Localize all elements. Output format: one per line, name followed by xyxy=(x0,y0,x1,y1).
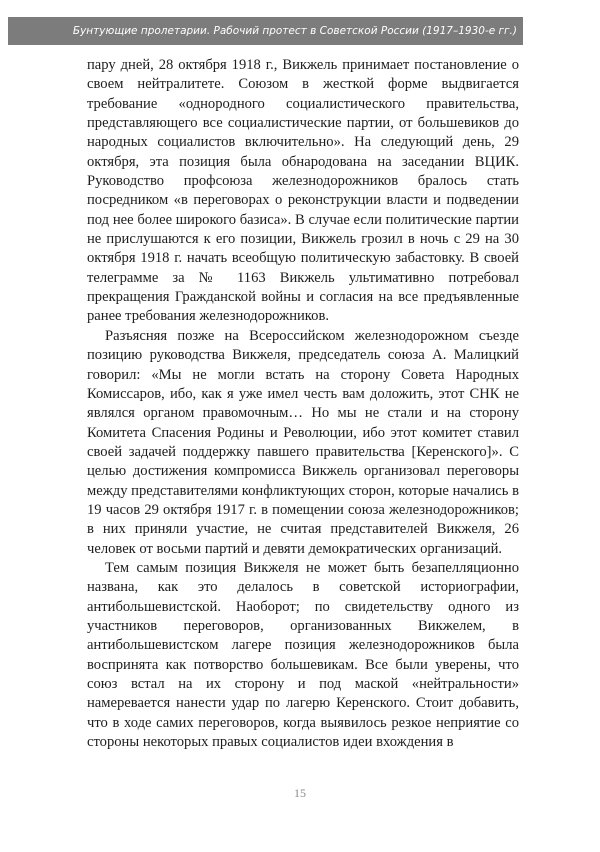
page-number: 15 xyxy=(294,786,306,800)
body-text xyxy=(87,56,519,752)
paragraph-1: пару дней, 28 октября 1918 г., Викжель принимает постановление о своем нейтралитете. Союзом в жесткой форме выдвигается требование «однородного социалистического правительства, представляющего все социалистические партии, от большевиков до народных социалистов включительно». На следующий день, 29 октября, эта позиция была обнародована на заседании ВЦИК. Руководство профсоюза железнодорожников бралось стать посредником «в переговорах о реконструкции власти и подведении под нее более широкого базиса». В случае если политические партии не прислушаются к его позиции, Викжель грозил в ночь с 29 на 30 октября 1918 г. начать всеобщую политическую забастовку. В своей телеграмме за № 1163 Викжель ультимативно потребовал прекращения Гражданской войны и согласия на все предъявленные ранее требования железнодорожников. xyxy=(87,57,519,325)
running-header: Бунтующие пролетарии. Рабочий протест в Советской России (1917–1930-е гг.) xyxy=(8,17,523,45)
paragraph-3: Тем самым позиция Викжеля не может быть безапелляционно названа, как это делалось в советской историографии, антибольшевистской. Наоборот; по свидетельству одного из участников переговоров, организованных Викжелем, в антибольшевистском лагере позиция железнодорожников была воспринята как потворство большевикам. Все были уверены, что союз встал на их сторону и под маской «нейтральности» намеревается нанести удар по лагерю Керенского. Стоит добавить, что в ходе самих переговоров, когда выявилось резкое неприятие со стороны некоторых правых социалистов идеи вхождения в xyxy=(87,559,519,751)
paragraph-2: Разъясняя позже на Всероссийском железнодорожном съезде позицию руководства Викжеля, председатель союза А. Малицкий говорил: «Мы не могли встать на сторону Совета Народных Комиссаров, ибо, как я уже имел честь вам доложить, этот СНК не являлся органом правомочным… Но мы не стали и на сторону Комитета Спасения Родины и Революции, ибо этот комитет ставил своей задачей поддержку павшего правительства [Керенского]». С целью достижения компромисса Викжель организовал переговоры между представителями конфликтующих сторон, которые начались в 19 часов 29 октября 1917 г. в помещении союза железнодорожников; в них приняли участие, не считая представителей Викжеля, 26 человек от восьми партий и девяти демократических организаций. xyxy=(87,327,519,557)
